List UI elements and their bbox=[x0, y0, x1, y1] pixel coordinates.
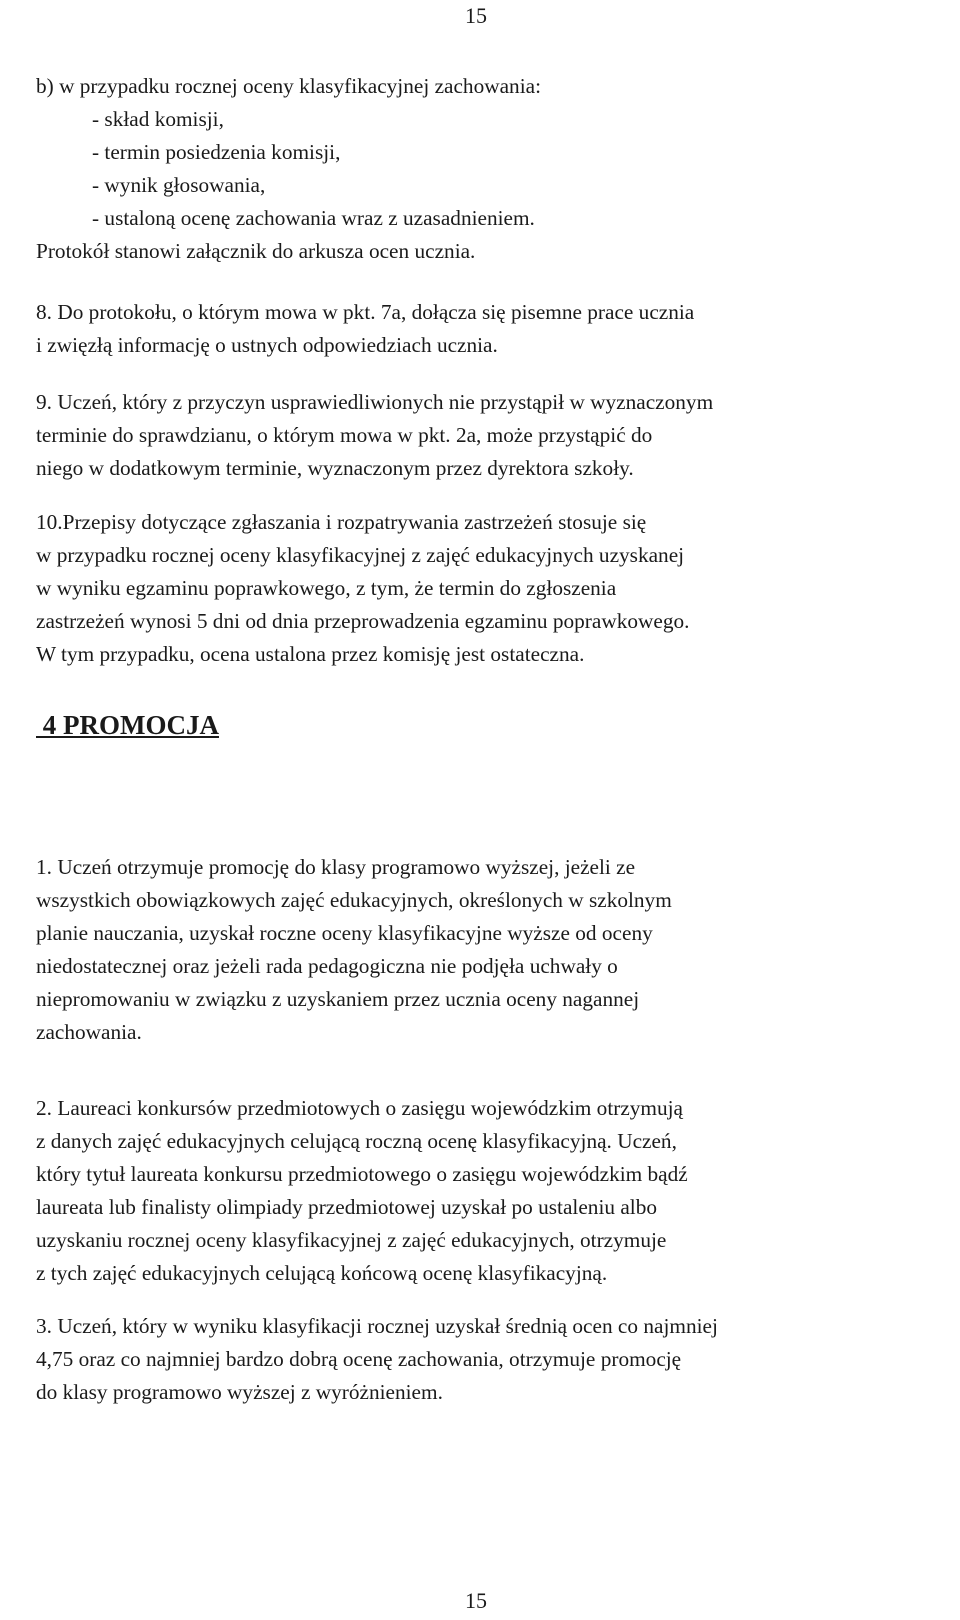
point-10 bbox=[36, 506, 956, 671]
protocol-note: Protokół stanowi załącznik do arkusza ocen ucznia. bbox=[36, 239, 476, 263]
paragraph-line: w wyniku egzaminu poprawkowego, z tym, że termin do zgłoszenia bbox=[36, 576, 617, 600]
promo-point-3 bbox=[36, 1310, 956, 1409]
list-item: - skład komisji, bbox=[92, 107, 224, 131]
paragraph-line: zachowania. bbox=[36, 1020, 142, 1044]
point-number: 2. bbox=[36, 1096, 52, 1120]
paragraph-line: niego w dodatkowym terminie, wyznaczonym przez dyrektora szkoły. bbox=[36, 456, 634, 480]
paragraph-line: z tych zajęć edukacyjnych celującą końcową ocenę klasyfikacyjną. bbox=[36, 1261, 608, 1285]
paragraph-line: Uczeń, który z przyczyn usprawiedliwionych nie przystąpił w wyznaczonym bbox=[57, 390, 714, 414]
list-item: - ustaloną ocenę zachowania wraz z uzasadnieniem. bbox=[92, 206, 535, 230]
paragraph-line: W tym przypadku, ocena ustalona przez komisję jest ostateczna. bbox=[36, 642, 585, 666]
paragraph-line: 4,75 oraz co najmniej bardzo dobrą ocenę zachowania, otrzymuje promocję bbox=[36, 1347, 682, 1371]
list-item: - wynik głosowania, bbox=[92, 173, 266, 197]
paragraph-line: terminie do sprawdzianu, o którym mowa w pkt. 2a, może przystąpić do bbox=[36, 423, 653, 447]
section-b-intro: b) w przypadku rocznej oceny klasyfikacyjnej zachowania: bbox=[36, 74, 541, 98]
paragraph-line: do klasy programowo wyższej z wyróżnieniem. bbox=[36, 1380, 443, 1404]
paragraph-line: Uczeń, który w wyniku klasyfikacji rocznej uzyskał średnią ocen co najmniej bbox=[57, 1314, 718, 1338]
paragraph-line: planie nauczania, uzyskał roczne oceny klasyfikacyjne wyższe od oceny bbox=[36, 921, 653, 945]
paragraph-line: niepromowaniu w związku z uzyskaniem przez ucznia oceny nagannej bbox=[36, 987, 640, 1011]
paragraph-line: Do protokołu, o którym mowa w pkt. 7a, dołącza się pisemne prace ucznia bbox=[57, 300, 695, 324]
section-heading: 4 PROMOCJA bbox=[36, 710, 219, 740]
point-number: 8. bbox=[36, 300, 52, 324]
paragraph-line: laureata lub finalisty olimpiady przedmiotowej uzyskał po ustaleniu albo bbox=[36, 1195, 657, 1219]
page-number-top: 15 bbox=[465, 3, 487, 28]
paragraph-line: niedostatecznej oraz jeżeli rada pedagogiczna nie podjęła uchwały o bbox=[36, 954, 618, 978]
paragraph-line: zastrzeżeń wynosi 5 dni od dnia przeprowadzenia egzaminu poprawkowego. bbox=[36, 609, 690, 633]
paragraph-line: wszystkich obowiązkowych zajęć edukacyjnych, określonych w szkolnym bbox=[36, 888, 672, 912]
list-item: - termin posiedzenia komisji, bbox=[92, 140, 341, 164]
paragraph-line: w przypadku rocznej oceny klasyfikacyjnej z zajęć edukacyjnych uzyskanej bbox=[36, 543, 685, 567]
point-number: 9. bbox=[36, 390, 52, 414]
page-number-bottom: 15 bbox=[465, 1588, 487, 1613]
paragraph-line: uzyskaniu rocznej oceny klasyfikacyjnej z zajęć edukacyjnych, otrzymuje bbox=[36, 1228, 667, 1252]
paragraph-line: Uczeń otrzymuje promocję do klasy programowo wyższej, jeżeli ze bbox=[57, 855, 636, 879]
point-number: 10. bbox=[36, 510, 63, 534]
section-b bbox=[36, 70, 956, 268]
paragraph-line: i zwięzłą informację o ustnych odpowiedziach ucznia. bbox=[36, 333, 498, 357]
point-number: 3. bbox=[36, 1314, 52, 1338]
promo-point-2 bbox=[36, 1092, 956, 1290]
promo-point-1 bbox=[36, 851, 956, 1049]
point-number: 1. bbox=[36, 855, 52, 879]
paragraph-line: z danych zajęć edukacyjnych celującą roczną ocenę klasyfikacyjną. Uczeń, bbox=[36, 1129, 677, 1153]
paragraph-line: Laureaci konkursów przedmiotowych o zasięgu wojewódzkim otrzymują bbox=[57, 1096, 684, 1120]
point-9 bbox=[36, 386, 956, 485]
paragraph-line: Przepisy dotyczące zgłaszania i rozpatrywania zastrzeżeń stosuje się bbox=[62, 510, 647, 534]
paragraph-line: który tytuł laureata konkursu przedmiotowego o zasięgu wojewódzkim bądź bbox=[36, 1162, 688, 1186]
point-8 bbox=[0, 296, 956, 362]
